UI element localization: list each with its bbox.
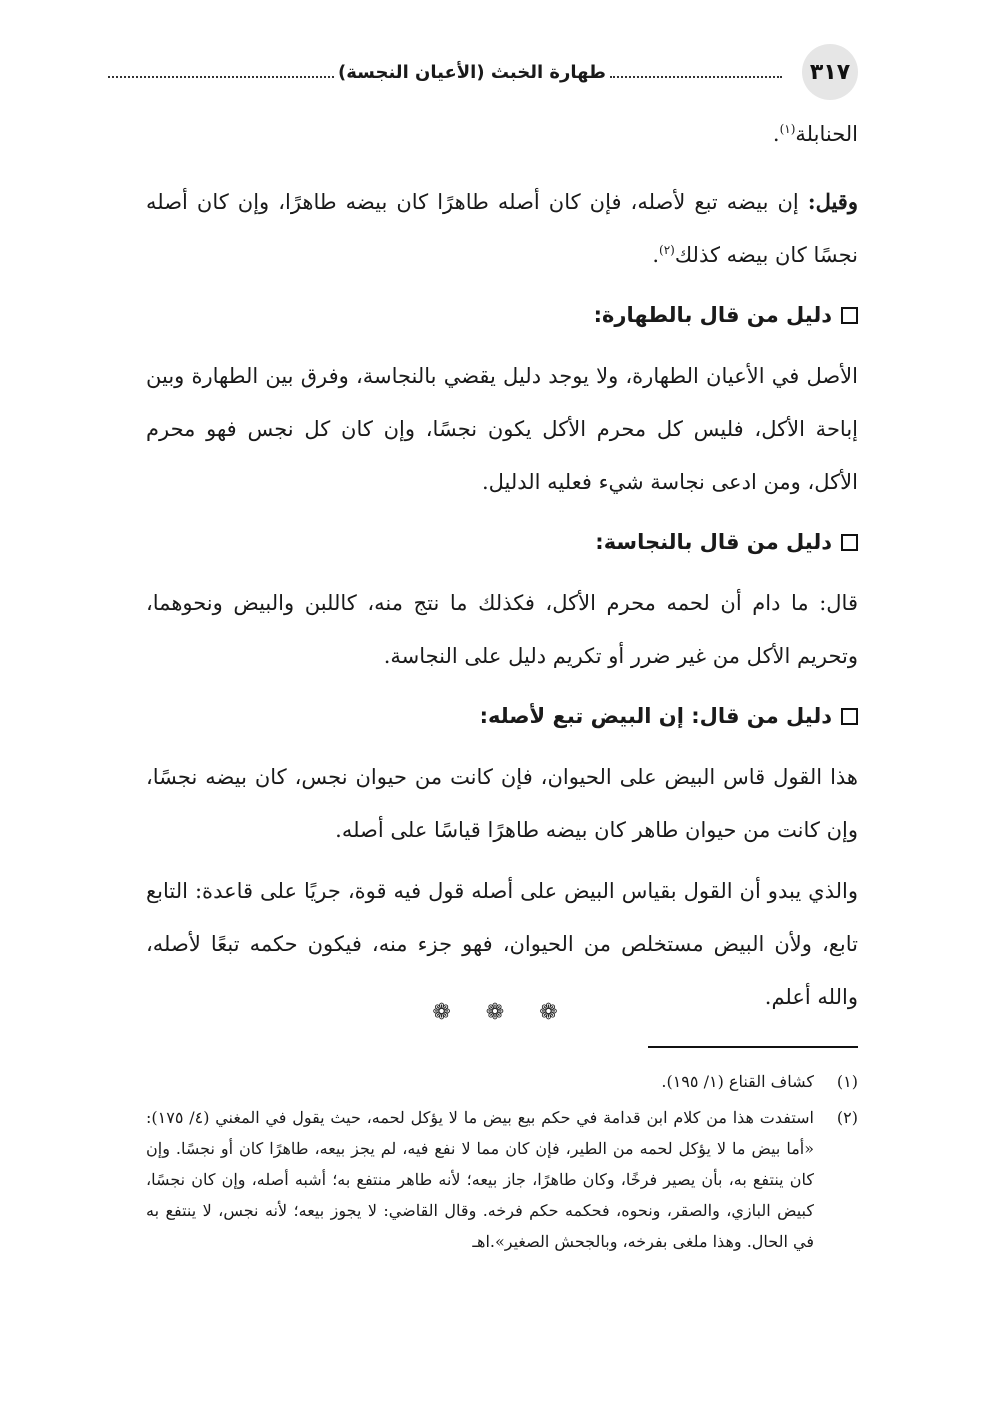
section-heading-follows-origin bbox=[146, 691, 858, 741]
section-paragraph: الأصل في الأعيان الطهارة، ولا يوجد دليل يقضي بالنجاسة، وفرق بين الطهارة وبين إباحة الأكل، فليس كل محرم الأكل يكون نجسًا، وإن كان كل نجس فهو محرم الأكل، ومن ادعى نجاسة شيء فعليه الدليل. bbox=[146, 364, 858, 494]
qila-lead: وقيل: bbox=[807, 189, 858, 214]
footnote-ref-2[interactable]: (٢) bbox=[659, 243, 675, 257]
square-bullet-icon bbox=[841, 708, 858, 725]
page-number-badge bbox=[802, 44, 858, 100]
footnote-text: استفدت هذا من كلام ابن قدامة في حكم بيع بيض ما لا يؤكل لحمه، حيث يقول في المغني (٤/ ١٧٥): «أما بيض ما لا يؤكل لحمه من الطير، فإن كان مما لا نفع فيه، لم يجز بيعه، طاهرًا كان أو نجسًا. وإن كان ينتفع به، بأن يصير فرخًا، وكان طاهرًا، جاز بيعه؛ لأنه طاهر منتفع به؛ أشبه أصله، وإن كان نجسًا، كبيض البازي، والصقر، ونحوه، فحكمه حكم فرخه. وقال القاضي: لا يجوز بيعه؛ لأنه نجس، لا ينتفع به في الحال. وهذا ملغى بفرخه، وبالجحش الصغير».اهـ bbox=[146, 1108, 814, 1251]
conclusion-paragraph: والذي يبدو أن القول بقياس البيض على أصله قول فيه قوة، جريًا على قاعدة: التابع تابع، ولأن البيض مستخلص من الحيوان، فهو جزء منه، فيكون حكمه تبعًا لأصله، والله أعلم. bbox=[146, 879, 858, 1009]
footnote-ref-1[interactable]: (١) bbox=[779, 122, 796, 136]
section-paragraph: هذا القول قاس البيض على الحيوان، فإن كانت من حيوان نجس، كان بيضه نجسًا، وإن كانت من حيوان طاهر كان بيضه طاهرًا قياسًا على أصله. bbox=[146, 765, 858, 842]
main-text bbox=[146, 108, 858, 1032]
square-bullet-icon bbox=[841, 307, 858, 324]
qila-paragraph bbox=[146, 175, 858, 282]
footnote-item bbox=[146, 1066, 858, 1097]
intro-text: الحنابلة bbox=[795, 122, 858, 146]
footnote-divider bbox=[648, 1046, 858, 1048]
intro-tail: . bbox=[772, 122, 780, 146]
section-end-ornament: ❁ ❁ ❁ bbox=[432, 1000, 572, 1025]
intro-paragraph bbox=[146, 108, 858, 161]
page-header bbox=[108, 44, 858, 100]
leader-dots-right bbox=[610, 76, 782, 78]
footnote-number: (١) bbox=[836, 1072, 858, 1091]
section-paragraph: قال: ما دام أن لحمه محرم الأكل، فكذلك ما نتج منه، كاللبن والبيض ونحوهما، وتحريم الأكل من غير ضرر أو تكريم دليل على النجاسة. bbox=[146, 591, 858, 668]
footnote-text: كشاف القناع (١/ ١٩٥). bbox=[661, 1072, 814, 1091]
qila-text: إن بيضه تبع لأصله، فإن كان أصله طاهرًا كان بيضه طاهرًا، وإن كان أصله نجسًا كان بيضه كذلك bbox=[146, 190, 858, 267]
section-heading-impurity bbox=[146, 517, 858, 567]
section-heading-text: دليل من قال: إن البيض تبع لأصله: bbox=[479, 704, 832, 728]
running-title: طهارة الخبث (الأعيان النجسة) bbox=[338, 61, 606, 83]
footnote-item bbox=[146, 1102, 858, 1257]
section-heading-purity bbox=[146, 290, 858, 340]
qila-tail: . bbox=[652, 243, 660, 267]
leader-dots-left bbox=[108, 76, 334, 78]
running-title-row bbox=[108, 58, 782, 86]
square-bullet-icon bbox=[841, 534, 858, 551]
section-heading-text: دليل من قال بالطهارة: bbox=[593, 303, 832, 327]
footnotes bbox=[146, 1066, 858, 1262]
footnote-number: (٢) bbox=[836, 1108, 858, 1127]
section-heading-text: دليل من قال بالنجاسة: bbox=[595, 530, 832, 554]
page-number: ٣١٧ bbox=[809, 59, 851, 85]
